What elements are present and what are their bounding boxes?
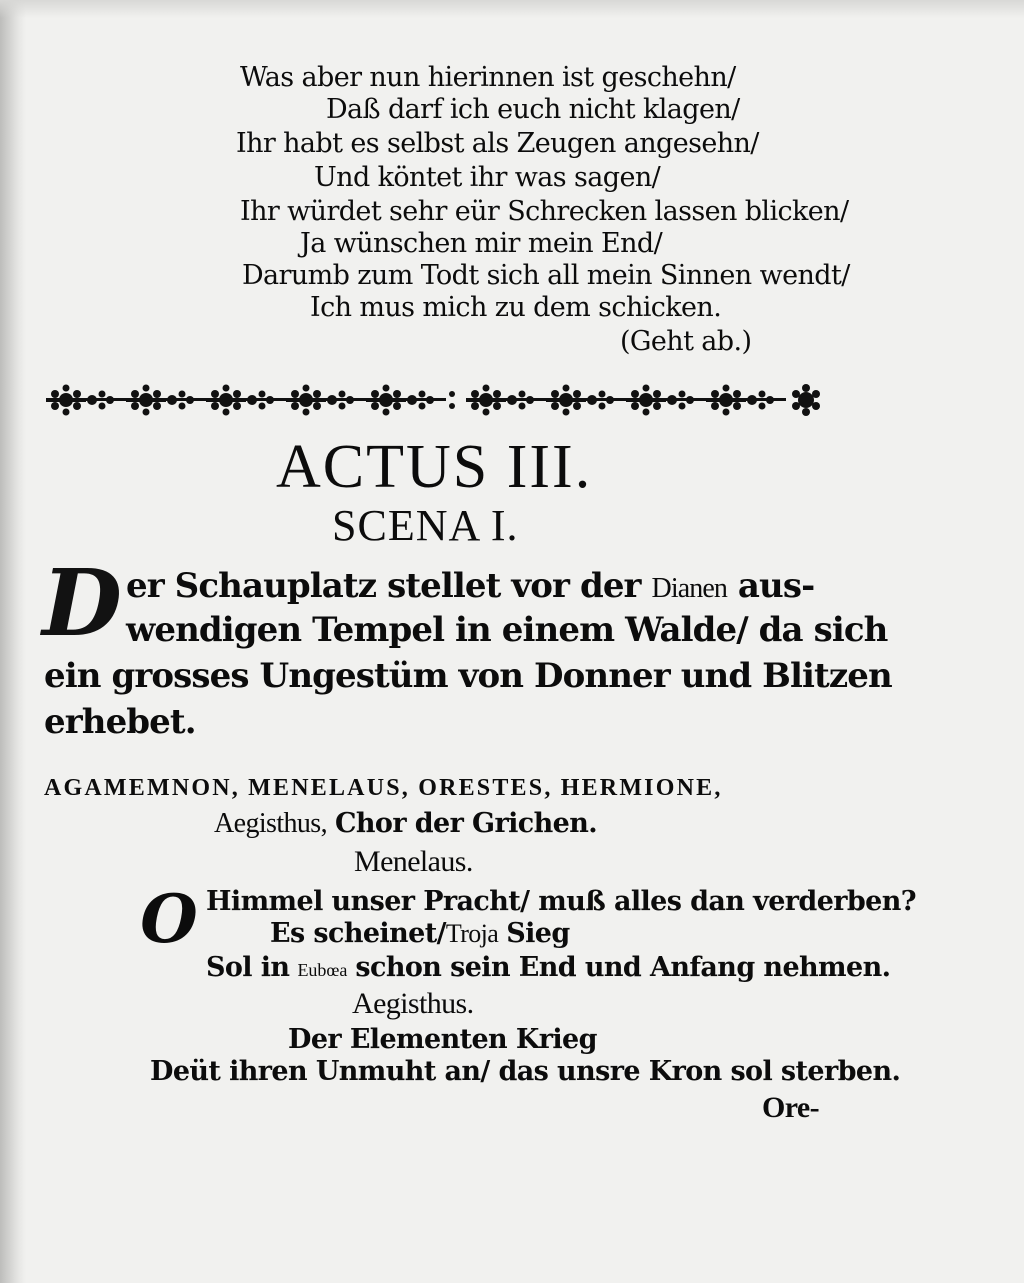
menelaus-line-3 (206, 952, 890, 986)
catchword: Ore- (762, 1091, 820, 1124)
speaker-menelaus: Menelaus. (354, 845, 473, 878)
menelaus-line-1: Himmel unser Pracht/ muß alles dan verderben? (206, 886, 917, 917)
verse-line-6: Ja wünschen mir mein End/ (300, 228, 663, 259)
menelaus-troja: Troja (445, 919, 499, 948)
description-line-4: erhebet. (44, 702, 196, 742)
cast-aegisthus: Aegisthus, (214, 808, 328, 839)
verse-line-1: Was aber nun hierinnen ist geschehn/ (240, 62, 736, 93)
verse-line-8: Ich mus mich zu dem schicken. (310, 292, 722, 323)
aegisthus-line-2: Deüt ihren Unmuht an/ das unsre Kron sol sterben. (150, 1056, 901, 1087)
menelaus-line-3-text: Sol in (206, 952, 290, 983)
speaker-aegisthus: Aegisthus. (352, 987, 474, 1020)
menelaus-line-2-text: Es scheinet/ (270, 918, 446, 949)
decorated-initial-d: D (42, 549, 122, 657)
decorated-initial-o: O (140, 880, 198, 958)
menelaus-line-2-end: Sieg (506, 918, 570, 949)
menelaus-line-3-end: schon sein End und Anfang nehmen. (355, 952, 891, 983)
description-line-2: wendigen Tempel in einem Walde/ da sich (126, 610, 888, 650)
ornament-pattern (46, 384, 820, 416)
verse-line-2: Daß darf ich euch nicht klagen/ (326, 94, 740, 125)
menelaus-euboea: Eubœa (297, 960, 348, 980)
description-line-1-text: er Schauplatz stellet vor der (126, 566, 641, 606)
aegisthus-line-1: Der Elementen Krieg (288, 1024, 597, 1055)
scene-title: SCENA I. (332, 501, 519, 550)
verse-line-5: Ihr würdet sehr eür Schrecken lassen blicken/ (240, 196, 849, 227)
act-title: ACTUS III. (276, 433, 593, 501)
ornament-band (46, 380, 828, 420)
description-dianen: Dianen (651, 573, 727, 604)
page-gutter-shadow (0, 0, 26, 1283)
stage-direction-exit: (Geht ab.) (620, 326, 752, 357)
cast-chorus: Chor der Grichen. (335, 808, 598, 839)
description-line-1-end: aus- (737, 566, 815, 606)
page-top-shadow (0, 0, 1024, 18)
description-line-1 (126, 566, 814, 609)
cast-list-line-1: AGAMEMNON, MENELAUS, ORESTES, HERMIONE, (44, 775, 723, 801)
verse-line-3: Ihr habt es selbst als Zeugen angesehn/ (236, 128, 759, 159)
verse-line-4: Und köntet ihr was sagen/ (314, 162, 661, 193)
cast-list-line-2 (214, 808, 597, 840)
menelaus-line-2 (270, 918, 570, 950)
description-line-3: ein grosses Ungestüm von Donner und Blitzen (44, 656, 892, 696)
verse-line-7: Darumb zum Todt sich all mein Sinnen wendt/ (242, 260, 850, 291)
